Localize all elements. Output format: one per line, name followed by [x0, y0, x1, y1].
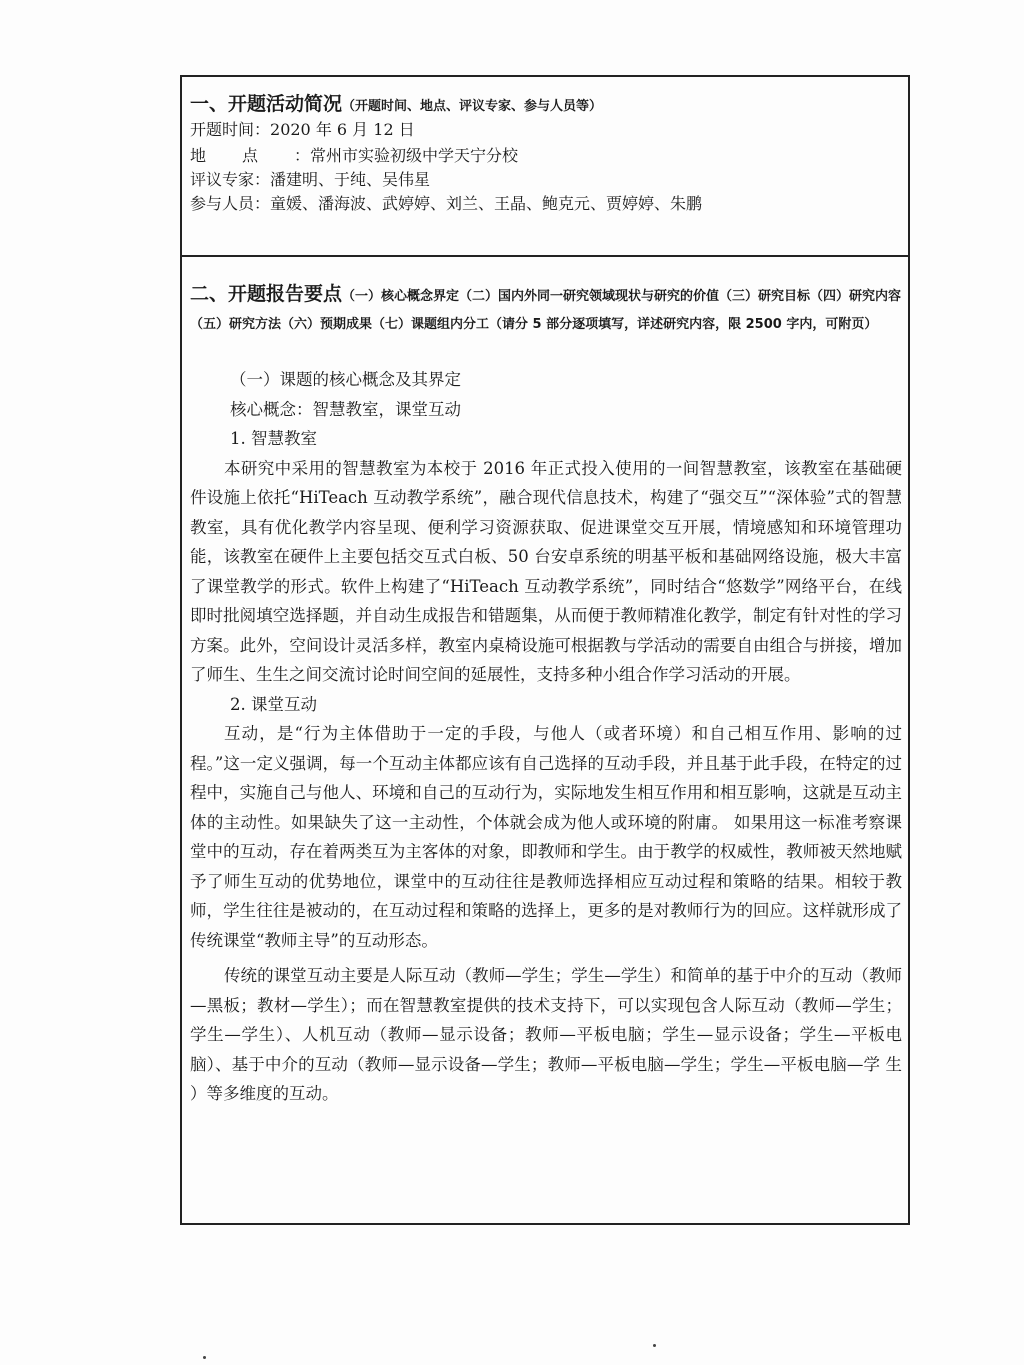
section1-note: （开题时间、地点、评议专家、参与人员等） [342, 99, 603, 114]
core-concepts-line: 核心概念：智慧教室，课堂互动 [230, 399, 461, 419]
participants-label: 参与人员： [190, 194, 271, 213]
section1-title: 一、开题活动简况 [190, 93, 343, 115]
meeting-place-row [190, 143, 518, 166]
paragraph-interaction-definition: 互动，是“行为主体借助于一定的手段，与他人（或者环境）和自己相互作用、影响的过程。”这一定义强调，每一个互动主体都应该有自己选择的互动手段，并且基于此手段，在特定的过程中，实施自己与他人、环境和自己的互动行为，实际地发生相互作用和相互影响，这就是互动主体的主动性。如果缺失了这一主动性，个体就会成为他人或环境的附庸。 如果用这一标准考察课堂中的互动，存在着两类互为主客体的对象，即教师和学生。由于教学的权威性，教师被天然地赋予了师生互动的优势地位，课堂中的互动往往是教师选择相应互动过程和策略的结果。相较于教师，学生往往是被动的，在互动过程和策略的选择上，更多的是对教师行为的回应。这样就形成了传统课堂“教师主导”的互动形态。 [190, 724, 902, 950]
participants-row [190, 191, 702, 214]
report-form-table [180, 75, 910, 1225]
experts-row [190, 167, 430, 190]
section2-header [190, 281, 902, 338]
subsection-heading-1: （一）课题的核心概念及其界定 [230, 370, 461, 389]
meeting-time-value: 2020 年 6 月 12 日 [270, 120, 415, 139]
experts-label: 评议专家： [190, 170, 271, 189]
meeting-place-label: 地点 [190, 146, 295, 165]
experts-value: 潘建明、于纯、吴伟星 [270, 170, 431, 189]
meeting-time-row [190, 117, 415, 140]
paragraph-traditional-interaction: 传统的课堂互动主要是人际互动（教师—学生；学生—学生）和简单的基于中介的互动（教师—黑板；教材—学生）；而在智慧教室提供的技术支持下，可以实现包含人际互动（教师—学生；学生—学生）、人机互动（教师—显示设备；教师—平板电脑；学生—显示设备；学生—平板电脑）、基于中介的互动（教师—显示设备—学生；教师—平板电脑—学生；学生—平板电脑—学 生 ）等多维度的互动。 [190, 966, 902, 1103]
report-body [190, 365, 902, 1109]
section-activity-overview [182, 77, 908, 257]
paragraph-smart-classroom: 本研究中采用的智慧教室为本校于 2016 年正式投入使用的一间智慧教室，该教室在基础硬件设施上依托“HiTeach 互动教学系统”，融合现代信息技术，构建了“强交互”“深体验”式的智慧教室，具有优化教学内容呈现、便利学习资源获取、促进课堂交互开展，情境感知和环境管理功能，该教室在硬件上主要包括交互式白板、50 台安卓系统的明基平板和基础网络设施，极大丰富了课堂教学的形式。软件上构建了“HiTeach 互动教学系统”，同时结合“悠数学”网络平台，在线即时批阅填空选择题，并自动生成报告和错题集，从而便于教师精准化教学，制定有针对性的学习方案。此外，空间设计灵活多样，教室内桌椅设施可根据教与学活动的需要自由组合与拼接，增加了师生、生生之间交流讨论时间空间的延展性，支持多种小组合作学习活动的开展。 [190, 458, 902, 684]
heading-classroom-interaction: 2. 课堂互动 [230, 694, 317, 714]
section-report-points [182, 257, 908, 1225]
meeting-place-value: 常州市实验初级中学天宁分校 [310, 146, 519, 165]
section1-header [190, 89, 602, 116]
heading-smart-classroom: 1. 智慧教室 [230, 429, 317, 448]
section2-title: 二、开题报告要点 [190, 283, 343, 305]
meeting-place-colon: ： [294, 146, 311, 165]
meeting-time-label: 开题时间： [190, 120, 271, 139]
scan-speck [653, 1344, 656, 1347]
section2-note: （一）核心概念界定（二）国内外同一研究领域现状与研究的价值（三）研究目标（四）研究内容（五）研究方法（六）预期成果（七）课题组内分工（请分 5 部分逐项填写，详述研究内容，限 2500 字内，可附页） [190, 289, 902, 332]
scan-speck [203, 1356, 206, 1359]
participants-value: 童媛、潘海波、武婷婷、刘兰、王晶、鲍克元、贾婷婷、朱鹏 [270, 194, 703, 213]
